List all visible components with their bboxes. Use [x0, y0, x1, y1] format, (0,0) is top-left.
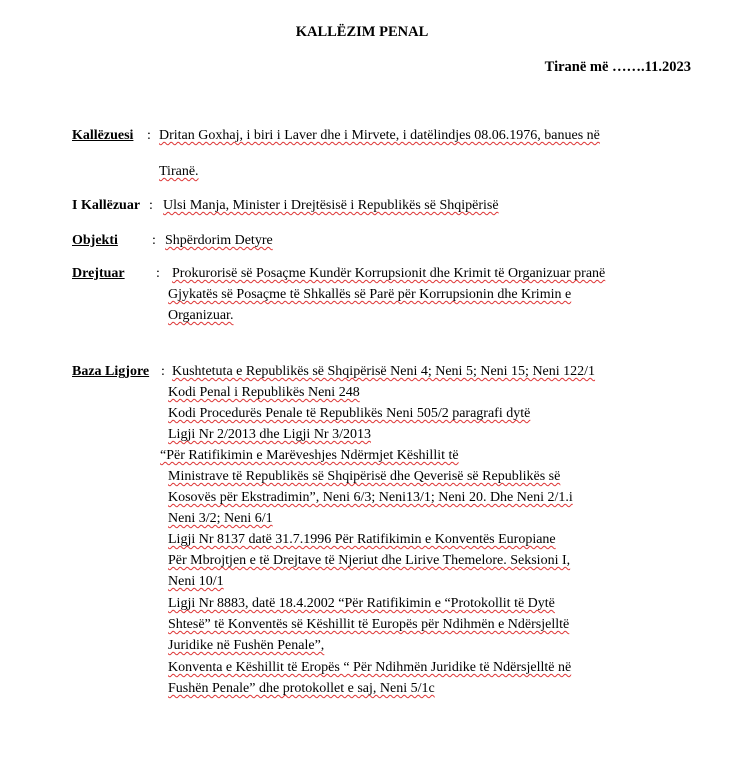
- complainant-line-1: Dritan Goxhaj, i biri i Laver dhe i Mirvete, i datëlindjes 08.06.1976, banues në: [159, 128, 600, 143]
- accused-separator: :: [149, 198, 153, 213]
- legal-basis-line: Ligji Nr 2/2013 dhe Ligji Nr 3/2013: [168, 427, 371, 442]
- legal-basis-line: Neni 3/2; Neni 6/1: [168, 511, 273, 526]
- addressed-label: Drejtuar: [72, 266, 125, 281]
- legal-basis-line: Fushën Penale” dhe protokollet e saj, Neni 5/1c: [168, 681, 435, 696]
- complainant-label: Kallëzuesi: [72, 128, 134, 143]
- legal-basis-line: Konventa e Këshillit të Eropës “ Për Ndihmën Juridike të Ndërsjelltë në: [168, 660, 572, 675]
- legal-basis-line: Ligji Nr 8137 datë 31.7.1996 Për Ratifikimin e Konventës Europiane: [168, 532, 556, 547]
- legal-basis-line: Ligji Nr 8883, datë 18.4.2002 “Për Ratifikimin e “Protokollit të Dytë: [168, 596, 555, 611]
- addressed-line-2: Gjykatës së Posaçme të Shkallës së Parë për Korrupsionin dhe Krimin e: [168, 287, 572, 302]
- legal-basis-line: Kodi Penal i Republikës Neni 248: [168, 385, 360, 400]
- document-title: KALLËZIM PENAL: [295, 24, 429, 40]
- object-line-1: Shpërdorim Detyre: [165, 233, 273, 248]
- object-label: Objekti: [72, 233, 118, 248]
- legal-basis-line: “Për Ratifikimin e Marëveshjes Ndërmjet Këshillit të: [160, 448, 459, 463]
- object-separator: :: [152, 233, 156, 248]
- complainant-line-2: Tiranë.: [159, 164, 199, 179]
- legal-basis-label: Baza Ligjore: [72, 364, 150, 379]
- legal-basis-line: Kosovës për Ekstradimin”, Neni 6/3; Neni13/1; Neni 20. Dhe Neni 2/1.i: [168, 490, 573, 505]
- complainant-separator: :: [147, 128, 151, 143]
- legal-basis-line: Shtesë” të Konventës së Këshillit të Europës për Ndihmën e Ndërsjelltë: [168, 617, 570, 632]
- addressed-line-1: Prokurorisë së Posaçme Kundër Korrupsionit dhe Krimit të Organizuar pranë: [172, 266, 606, 281]
- legal-basis-line: Ministrave të Republikës së Shqipërisë dhe Qeverisë së Republikës së: [168, 469, 561, 484]
- legal-basis-separator: :: [161, 364, 165, 379]
- document-date: Tiranë më …….11.2023: [544, 59, 691, 75]
- legal-basis-line: Neni 10/1: [168, 574, 224, 589]
- addressed-separator: :: [156, 266, 160, 281]
- legal-basis-line: Kushtetuta e Republikës së Shqipërisë Neni 4; Neni 5; Neni 15; Neni 122/1: [172, 364, 596, 379]
- addressed-line-3: Organizuar.: [168, 308, 234, 323]
- accused-line-1: Ulsi Manja, Minister i Drejtësisë i Republikës së Shqipërisë: [163, 198, 499, 213]
- accused-label: I Kallëzuar: [72, 198, 141, 213]
- legal-basis-line: Për Mbrojtjen e të Drejtave të Njeriut dhe Lirive Themelore. Seksioni I,: [168, 553, 571, 568]
- legal-basis-line: Juridike në Fushën Penale”,: [168, 638, 325, 653]
- legal-basis-line: Kodi Procedurës Penale të Republikës Neni 505/2 paragrafi dytë: [168, 406, 531, 421]
